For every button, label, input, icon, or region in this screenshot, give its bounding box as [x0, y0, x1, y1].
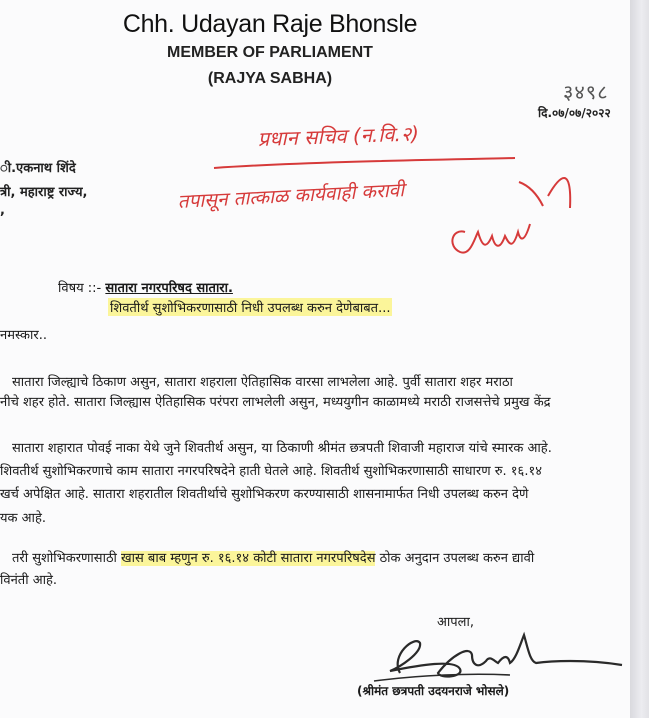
addressee-line-1: ी.एकनाथ शिंदे: [0, 161, 76, 176]
para-2-line-4: यक आहे.: [0, 511, 46, 526]
para-3-text-b: ठोक अनुदान उपलब्ध करुन द्यावी: [375, 551, 535, 566]
para-3-line-1: [12, 548, 534, 566]
letterhead-house: (RAJYA SABHA): [207, 70, 333, 87]
para-3-highlight: खास बाब म्हणुन रु. १६.१४ कोटी सातारा नगरपरिषदेस: [121, 551, 376, 566]
page-edge-shadow: [630, 0, 649, 718]
para-2-line-2: शिवतीर्थ सुशोभिकरणाचे काम सातारा नगरपरिषदेने हाती घेतले आहे. शिवतीर्थ सुशोभिकरणासाठी साधारण रु. १६.१४: [0, 464, 542, 479]
signature-name: (श्रीमंत छत्रपती उदयनराजे भोसले): [357, 684, 510, 698]
signature-closing: आपला,: [437, 615, 474, 630]
initials-scribble: [452, 224, 530, 253]
para-1-line-2: नीचे शहर होते. सातारा जिल्ह्यास ऐतिहासिक परंपरा लाभलेली असुन, मध्ययुगीन काळामध्ये मराठी राजसत्तेचे प्रमुख केंद्र: [0, 395, 551, 410]
subject-title: सातारा नगरपरिषद सातारा.: [105, 281, 233, 296]
subject-line: [58, 278, 233, 296]
subject-prefix: विषय ::-: [58, 281, 102, 296]
inward-number: ३४९८: [563, 80, 609, 104]
para-3-line-2: विनंती आहे.: [0, 573, 58, 588]
greeting: नमस्कार..: [0, 328, 47, 343]
note-line-1: प्रधान सचिव (न.वि.२): [257, 121, 420, 151]
para-2-line-3: खर्च अपेक्षित आहे. सातारा शहरातील शिवतीर्थाचे सुशोभिकरण करण्यासाठी शासनामार्फत निधी उपलब्ध करुन देणे: [0, 487, 529, 502]
addressee-line-3: ,: [0, 203, 5, 218]
letterhead-title: MEMBER OF PARLIAMENT: [167, 44, 373, 61]
para-1-line-1: सातारा जिल्ह्याचे ठिकाण असुन, सातारा शहराला ऐतिहासिक वारसा लाभलेला आहे. पुर्वी सातारा शहर मराठा: [12, 375, 513, 390]
inward-date: दि.०७/०७/२०२२: [538, 106, 611, 120]
addressee-line-2: त्री, महाराष्ट्र राज्य,: [0, 185, 88, 200]
signature-image: [360, 625, 630, 687]
note-line-2: तपासून तात्काळ कार्यवाही करावी: [177, 179, 405, 213]
letterhead-name: Chh. Udayan Raje Bhonsle: [122, 10, 418, 38]
para-2-line-1: सातारा शहारात पोवई नाका येथे जुने शिवतीर्थ असुन, या ठिकाणी श्रीमंत छत्रपती शिवाजी महाराज यांचे स्मारक आहे.: [12, 441, 552, 456]
para-3-text-a: तरी सुशोभिकरणासाठी: [12, 551, 122, 566]
subject-detail: शिवतीर्थ सुशोभिकरणासाठी निधी उपलब्ध करुन देणेबाबत...: [108, 298, 392, 316]
